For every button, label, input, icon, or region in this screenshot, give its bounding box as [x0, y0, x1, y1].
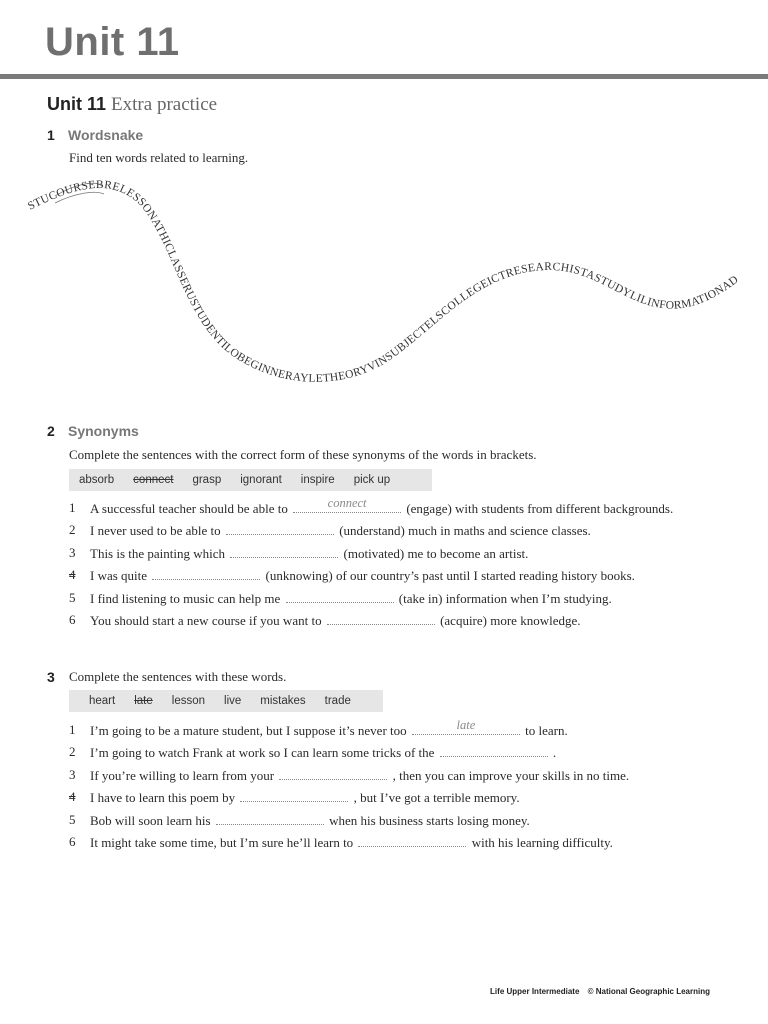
section-1-number: 1 [47, 127, 55, 143]
item-text-before: I’m going to watch Frank at work so I can learn some tricks of the [90, 745, 435, 761]
section-1-instruction: Find ten words related to learning. [69, 150, 249, 165]
word-box-item: trade [324, 695, 351, 707]
answer-blank[interactable] [327, 612, 435, 625]
exercise-item [69, 789, 709, 806]
item-text-before: You should start a new course if you want to [90, 612, 322, 628]
exercise-item [69, 767, 709, 784]
header-rule [0, 74, 768, 79]
item-number: 2 [69, 744, 76, 760]
word-box-item: heart [89, 695, 116, 707]
section-2-word-box [69, 469, 432, 491]
item-number: 5 [69, 589, 76, 605]
answer-blank[interactable] [152, 567, 260, 580]
item-text-before: A successful teacher should be able to [90, 501, 288, 516]
item-text-before: This is the painting which [90, 545, 226, 561]
item-number: 1 [69, 722, 76, 737]
page-subheading [47, 94, 217, 116]
item-number: 6 [69, 611, 76, 627]
item-number: 5 [69, 811, 76, 827]
item-number: 2 [69, 522, 76, 538]
answer-text: connect [327, 496, 367, 510]
answer-text: late [456, 718, 476, 732]
exercise-item [69, 522, 709, 539]
footer-publisher: © National Geographic Learning [587, 987, 710, 996]
answer-blank[interactable] [216, 812, 324, 825]
word-box-item-used: connect [133, 474, 174, 486]
item-text-after: (unknowing) of our country’s past until I started reading history books. [265, 568, 635, 584]
word-box-item: absorb [79, 474, 115, 486]
exercise-item [69, 496, 709, 517]
answer-blank[interactable] [226, 522, 334, 535]
section-2-list [69, 496, 709, 634]
item-text-before: I have to learn this poem by [90, 790, 236, 806]
item-text-after: with his learning difficulty. [471, 834, 613, 850]
answer-blank[interactable] [293, 496, 401, 513]
exercise-item [69, 567, 709, 584]
footer-book-title: Life Upper Intermediate [490, 987, 580, 996]
item-text-after: , then you can improve your skills in no time. [392, 767, 630, 783]
item-text-after: . [552, 745, 557, 761]
item-text-after: to learn. [525, 723, 568, 738]
item-text-after: when his business starts losing money. [329, 812, 530, 828]
word-box-item: live [224, 695, 242, 707]
item-text-after: (understand) much in maths and science classes. [339, 523, 591, 539]
item-text-before: It might take some time, but I’m sure he’ll learn to [90, 834, 354, 850]
word-box-item: lesson [171, 695, 206, 707]
item-text-after: (motivated) me to become an artist. [343, 545, 529, 561]
exercise-item [69, 744, 709, 761]
answer-blank[interactable] [440, 744, 548, 757]
item-text-before: If you’re willing to learn from your [90, 767, 275, 783]
page-footer [490, 987, 710, 996]
section-3-instruction: Complete the sentences with these words. [69, 669, 287, 684]
wordsnake [0, 170, 768, 410]
section-1-title: Wordsnake [68, 127, 144, 143]
word-box-item-used: late [134, 695, 153, 707]
item-text-after: (take in) information when I’m studying. [398, 590, 612, 606]
word-box-item: grasp [192, 474, 222, 486]
exercise-item [69, 545, 709, 562]
item-number: 4 [69, 567, 76, 583]
item-text-before: Bob will soon learn his [90, 812, 211, 828]
item-text-before: I find listening to music can help me [90, 590, 281, 606]
answer-blank[interactable] [240, 789, 348, 802]
exercise-item [69, 812, 709, 829]
item-number: 3 [69, 766, 76, 782]
word-box-item: inspire [300, 474, 335, 486]
section-2-instruction: Complete the sentences with the correct form of these synonyms of the words in brackets. [69, 447, 537, 462]
item-number: 3 [69, 544, 76, 560]
item-text-after: (acquire) more knowledge. [440, 612, 581, 628]
exercise-item [69, 834, 709, 851]
wordsnake-text [0, 170, 741, 385]
exercise-item [69, 612, 709, 629]
subheading-extra: Extra practice [111, 94, 218, 115]
subheading-unit: Unit 11 [47, 94, 107, 114]
item-text-before: I was quite [90, 568, 148, 584]
section-2-number: 2 [47, 423, 55, 439]
exercise-item [69, 718, 709, 739]
item-text-before: I never used to be able to [90, 523, 221, 539]
item-number: 6 [69, 833, 76, 849]
answer-blank[interactable] [358, 834, 466, 847]
answer-blank[interactable] [286, 590, 394, 603]
word-box-item: mistakes [260, 695, 306, 707]
item-text-after: (engage) with students from different backgrounds. [406, 501, 674, 516]
word-box-item: pick up [353, 474, 391, 486]
word-box-item: ignorant [240, 474, 282, 486]
item-text-after: , but I’ve got a terrible memory. [353, 790, 520, 806]
answer-blank[interactable] [279, 767, 387, 780]
unit-title: Unit 11 [45, 20, 180, 64]
item-number: 4 [69, 789, 76, 805]
section-3-number: 3 [47, 669, 55, 685]
section-3-list [69, 718, 709, 856]
section-2-title: Synonyms [68, 423, 139, 439]
item-number: 1 [69, 500, 76, 515]
item-text-before: I’m going to be a mature student, but I suppose it’s never too [90, 723, 407, 738]
answer-blank[interactable] [412, 718, 520, 735]
exercise-item [69, 590, 709, 607]
section-3-word-box [69, 690, 383, 712]
answer-blank[interactable] [230, 545, 338, 558]
wordsnake-letters: STUCOURSEBRELESSONATHICLASSERUSTUDENTILOBEGINNERAYLETHEORYVINSUBJECTELSCOLLEGEICTRESEARCHISTASTUDYLILINFORMATIONAD [26, 178, 741, 385]
